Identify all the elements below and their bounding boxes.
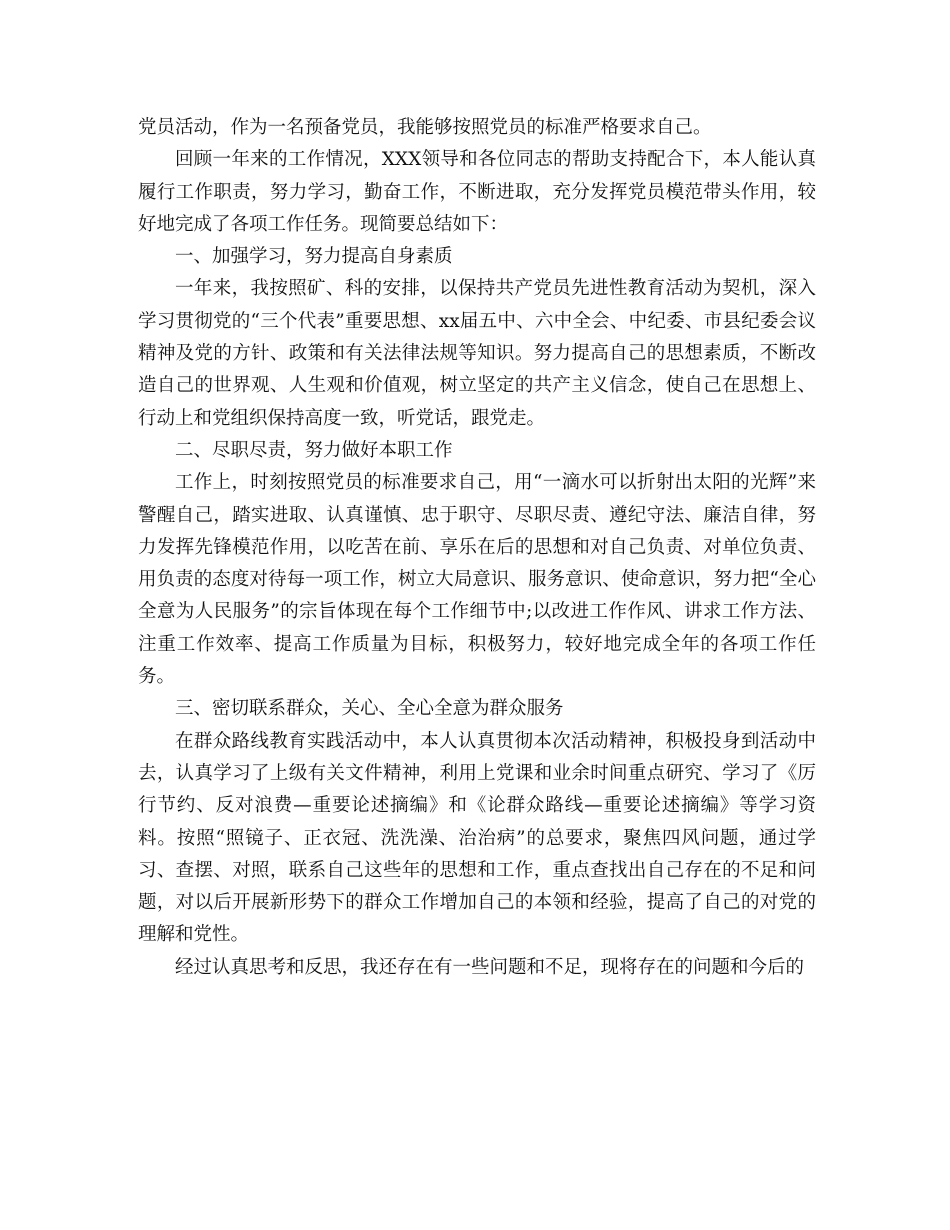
paragraph-duty: 工作上，时刻按照党员的标准要求自己，用“一滴水可以折射出太阳的光辉”来警醒自己，踏实进取、认真谨慎、忠于职守、尽职尽责、遵纪守法、廉洁自律，努力发挥先锋模范作用，以吃苦在前、享乐在后的思想和对自己负责、对单位负责、用负责的态度对待每一项工作，树立大局意识、服务意识、使命意识，努力把“全心全意为人民服务”的宗旨体现在每个工作细节中;以改进工作作风、讲求工作方法、注重工作效率、提高工作质量为目标，积极努力，较好地完成全年的各项工作任务。 [138,472,816,688]
paragraph-reflection: 经过认真思考和反思，我还存在有一些问题和不足，现将存在的问题和今后的 [175,956,805,978]
paragraph-study: 一年来，我按照矿、科的安排，以保持共产党员先进性教育活动为契机，深入学习贯彻党的“三个代表”重要思想、xx届五中、六中全会、中纪委、市县纪委会议精神及党的方针、政策和有关法律法规等知识。努力提高自己的思想素质，不断改造自己的世界观、人生观和价值观，树立坚定的共产主义信念，使自己在思想上、行动上和党组织保持高度一致，听党话，跟党走。 [138,278,816,429]
section-heading-study: 一、加强学习，努力提高自身素质 [175,246,453,268]
section-heading-masses: 三、密切联系群众，关心、全心全意为群众服务 [175,698,564,720]
section-heading-duty: 二、尽职尽责，努力做好本职工作 [175,439,453,461]
paragraph-continuation: 党员活动，作为一名预备党员，我能够按照党员的标准严格要求自己。 [138,117,712,138]
paragraph-review-intro: 回顾一年来的工作情况，XXX领导和各位同志的帮助支持配合下，本人能认真履行工作职责，努力学习，勤奋工作，不断进取，充分发挥党员模范带头作用，较好地完成了各项工作任务。现简要总结如下： [138,149,816,235]
paragraph-masses: 在群众路线教育实践活动中，本人认真贯彻本次活动精神，积极投身到活动中去，认真学习了上级有关文件精神，利用上党课和业余时间重点研究、学习了《厉行节约、反对浪费—重要论述摘编》和《论群众路线—重要论述摘编》等学习资料。按照“照镜子、正衣冠、洗洗澡、治治病”的总要求，聚焦四风问题，通过学习、查摆、对照，联系自己这些年的思想和工作，重点查找出自己存在的不足和问题，对以后开展新形势下的群众工作增加自己的本领和经验，提高了自己的对党的理解和党性。 [138,730,816,946]
document-body [138,112,816,984]
